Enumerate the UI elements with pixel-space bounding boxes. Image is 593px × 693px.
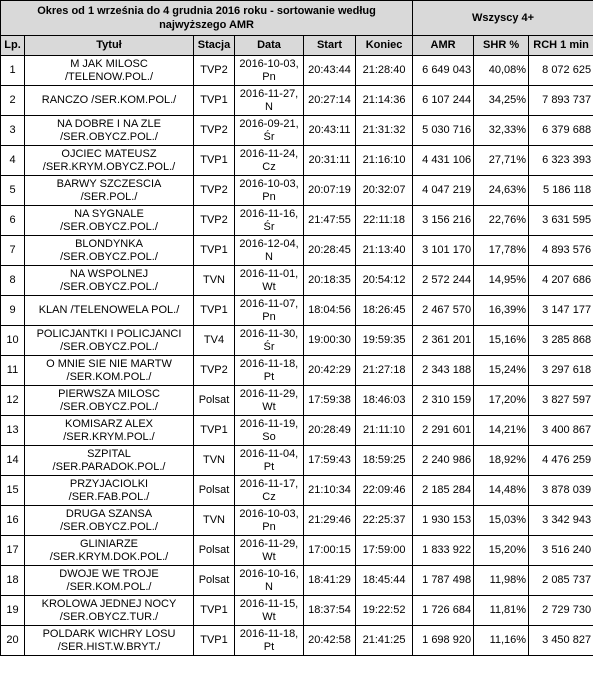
day-value: Wt [262,400,276,413]
cell-lp: 10 [1,326,25,356]
cell-date [235,236,304,266]
cell-date [235,146,304,176]
cell-station: TVP2 [194,356,235,386]
title-line: GLINIARZE [79,537,139,550]
cell-station: Polsat [194,476,235,506]
cell-start: 20:31:11 [304,146,356,176]
cell-title [25,566,194,596]
cell-title [25,266,194,296]
cell-end: 17:59:00 [356,536,413,566]
date-value: 2016-11-30, [239,327,299,340]
table-row [1,416,593,446]
cell-station: TVP2 [194,116,235,146]
date-value: 2016-11-27, [239,87,299,100]
table-row [1,386,593,416]
cell-start: 21:29:46 [304,506,356,536]
cell-title [25,146,194,176]
cell-shr: 11,81% [474,596,529,626]
cell-date [235,536,304,566]
day-value: So [262,430,276,443]
day-value: Pn [262,70,276,83]
cell-lp: 9 [1,296,25,326]
day-value: Wt [262,550,276,563]
cell-start: 20:28:49 [304,416,356,446]
cell-station: Polsat [194,536,235,566]
cell-rch: 3 631 595 [529,206,593,236]
cell-date [235,476,304,506]
date-value: 2016-11-19, [239,417,299,430]
cell-start: 20:07:19 [304,176,356,206]
title-genre: /SER.OBYCZ.POL./ [60,220,158,233]
cell-end: 19:59:35 [356,326,413,356]
cell-station: TVP2 [194,56,235,86]
day-value: Pt [263,460,275,473]
day-value: Wt [262,280,276,293]
cell-rch: 5 186 118 [529,176,593,206]
cell-date [235,446,304,476]
date-value: 2016-12-04, [239,237,299,250]
cell-lp: 7 [1,236,25,266]
title-genre: /SER.OBYCZ.POL./ [60,340,158,353]
table-row [1,266,593,296]
cell-rch: 3 342 943 [529,506,593,536]
title-line: M JAK MILOSC [70,57,148,70]
cell-station: TVP1 [194,596,235,626]
date-value: 2016-11-18, [239,357,299,370]
cell-start: 18:37:54 [304,596,356,626]
cell-date [235,206,304,236]
cell-end: 21:13:40 [356,236,413,266]
cell-amr: 2 361 201 [413,326,474,356]
cell-station: Polsat [194,386,235,416]
cell-start: 18:04:56 [304,296,356,326]
cell-lp: 8 [1,266,25,296]
title-genre: /SER.OBYCZ.POL./ [60,520,158,533]
cell-end: 21:11:10 [356,416,413,446]
day-value: Pt [263,640,275,653]
cell-amr: 5 030 716 [413,116,474,146]
cell-station: TVP1 [194,146,235,176]
cell-amr: 6 107 244 [413,86,474,116]
table-row [1,146,593,176]
cell-start: 20:18:35 [304,266,356,296]
title-line: NA DOBRE I NA ZLE [57,117,161,130]
cell-station: TVP1 [194,86,235,116]
table-row [1,476,593,506]
cell-start: 20:28:45 [304,236,356,266]
cell-end: 22:11:18 [356,206,413,236]
title-line: PRZYJACIOLKI [69,477,149,490]
cell-date [235,386,304,416]
title-line: BLONDYNKA [75,237,143,250]
cell-title [25,356,194,386]
cell-end: 18:46:03 [356,386,413,416]
table-row [1,86,593,116]
date-value: 2016-10-03, [239,507,299,520]
cell-title [25,56,194,86]
title-line: OJCIEC MATEUSZ [61,147,157,160]
date-value: 2016-11-04, [239,447,299,460]
title-genre: /SER.OBYCZ.POL./ [60,280,158,293]
date-value: 2016-11-29, [239,387,299,400]
cell-shr: 16,39% [474,296,529,326]
column-header-lp: Lp. [1,36,25,56]
title-genre: /SER.POL./ [80,190,138,203]
cell-start: 21:10:34 [304,476,356,506]
title-line: DRUGA SZANSA [65,507,153,520]
cell-amr: 4 431 106 [413,146,474,176]
cell-lp: 6 [1,206,25,236]
table-row [1,176,593,206]
cell-shr: 15,24% [474,356,529,386]
cell-date [235,116,304,146]
day-value: Śr [263,220,275,233]
date-value: 2016-11-17, [239,477,299,490]
date-value: 2016-11-18, [239,627,299,640]
day-value: Śr [263,340,275,353]
cell-title [25,506,194,536]
cell-station: TVN [194,266,235,296]
cell-date [235,326,304,356]
cell-title [25,536,194,566]
cell-title [25,386,194,416]
cell-shr: 18,92% [474,446,529,476]
cell-amr: 1 726 684 [413,596,474,626]
cell-title [25,476,194,506]
cell-station: TVN [194,446,235,476]
cell-title [25,296,194,326]
cell-rch: 7 893 737 [529,86,593,116]
cell-rch: 3 827 597 [529,386,593,416]
cell-end: 20:54:12 [356,266,413,296]
cell-title [25,86,194,116]
title-line: KLAN /TELENOWELA POL./ [38,304,180,316]
cell-title [25,236,194,266]
cell-station: TV4 [194,326,235,356]
cell-date [235,296,304,326]
day-value: N [265,250,273,263]
cell-start: 20:42:29 [304,356,356,386]
cell-title [25,116,194,146]
cell-date [235,356,304,386]
table-row [1,536,593,566]
cell-shr: 34,25% [474,86,529,116]
title-line: BARWY SZCZESCIA [56,177,162,190]
cell-rch: 3 400 867 [529,416,593,446]
date-value: 2016-09-21, [239,117,299,130]
title-line: NA SYGNALE [74,207,144,220]
cell-start: 20:27:14 [304,86,356,116]
cell-title [25,176,194,206]
cell-lp: 2 [1,86,25,116]
cell-date [235,416,304,446]
cell-rch: 3 516 240 [529,536,593,566]
cell-rch: 3 297 618 [529,356,593,386]
cell-lp: 15 [1,476,25,506]
title-line: DWOJE WE TROJE [59,567,159,580]
cell-amr: 1 787 498 [413,566,474,596]
cell-lp: 19 [1,596,25,626]
table-row [1,506,593,536]
cell-end: 20:32:07 [356,176,413,206]
cell-end: 18:26:45 [356,296,413,326]
table-row [1,296,593,326]
column-header-shr: SHR % [474,36,529,56]
cell-rch: 3 285 868 [529,326,593,356]
cell-lp: 11 [1,356,25,386]
cell-lp: 16 [1,506,25,536]
cell-rch: 3 147 177 [529,296,593,326]
cell-rch: 2 729 730 [529,596,593,626]
cell-lp: 17 [1,536,25,566]
cell-shr: 11,16% [474,626,529,656]
title-line: O MNIE SIE NIE MARTW [46,357,172,370]
cell-start: 17:59:38 [304,386,356,416]
cell-title [25,596,194,626]
cell-lp: 14 [1,446,25,476]
cell-start: 20:42:58 [304,626,356,656]
cell-station: Polsat [194,566,235,596]
title-genre: /SER.KRYM.POL./ [63,430,155,443]
day-value: Pn [262,520,276,533]
group-header: Wszyscy 4+ [413,1,593,36]
cell-amr: 3 156 216 [413,206,474,236]
title-genre: /SER.OBYCZ.POL./ [60,400,158,413]
day-value: N [265,100,273,113]
cell-station: TVN [194,506,235,536]
cell-amr: 6 649 043 [413,56,474,86]
cell-start: 17:59:43 [304,446,356,476]
table-body [1,56,593,656]
table-row [1,356,593,386]
title-line: SZPITAL [87,447,131,460]
cell-shr: 14,21% [474,416,529,446]
title-genre: /SER.KOM.POL./ [66,370,152,383]
table-row [1,206,593,236]
date-value: 2016-11-07, [239,297,299,310]
title-genre: /SER.OBYCZ.POL./ [60,130,158,143]
cell-amr: 4 047 219 [413,176,474,206]
cell-start: 21:47:55 [304,206,356,236]
cell-end: 22:25:37 [356,506,413,536]
cell-title [25,206,194,236]
title-line: POLICJANTKI I POLICJANCI [36,327,182,340]
cell-title [25,446,194,476]
cell-date [235,176,304,206]
column-header-start: Start [304,36,356,56]
cell-shr: 24,63% [474,176,529,206]
cell-start: 20:43:11 [304,116,356,146]
title-genre: /SER.OBYCZ.POL./ [60,250,158,263]
cell-shr: 11,98% [474,566,529,596]
table-row [1,56,593,86]
cell-shr: 15,16% [474,326,529,356]
cell-rch: 4 207 686 [529,266,593,296]
cell-lp: 20 [1,626,25,656]
title-line: NA WSPOLNEJ [69,267,149,280]
title-genre: /SER.HIST.W.BRYT./ [57,640,161,653]
cell-end: 19:22:52 [356,596,413,626]
day-value: Cz [262,490,276,503]
day-value: Pn [262,310,276,323]
table-row [1,236,593,266]
title-genre: /SER.FAB.POL./ [68,490,150,503]
cell-start: 17:00:15 [304,536,356,566]
cell-date [235,566,304,596]
day-value: Pt [263,370,275,383]
cell-shr: 15,03% [474,506,529,536]
cell-amr: 2 343 188 [413,356,474,386]
cell-amr: 1 930 153 [413,506,474,536]
title-genre: /SER.OBYCZ.TUR./ [59,610,159,623]
cell-rch: 4 893 576 [529,236,593,266]
cell-shr: 32,33% [474,116,529,146]
cell-end: 22:09:46 [356,476,413,506]
cell-shr: 27,71% [474,146,529,176]
cell-date [235,626,304,656]
table-row [1,596,593,626]
cell-lp: 4 [1,146,25,176]
title-line: PIERWSZA MILOSC [58,387,160,400]
title-genre: /SER.KOM.POL./ [66,580,152,593]
cell-amr: 2 467 570 [413,296,474,326]
cell-station: TVP2 [194,206,235,236]
cell-end: 21:31:32 [356,116,413,146]
cell-start: 20:43:44 [304,56,356,86]
cell-title [25,626,194,656]
date-value: 2016-11-29, [239,537,299,550]
cell-date [235,266,304,296]
cell-date [235,506,304,536]
date-value: 2016-11-24, [239,147,299,160]
cell-shr: 14,48% [474,476,529,506]
cell-lp: 12 [1,386,25,416]
cell-amr: 2 310 159 [413,386,474,416]
cell-end: 18:59:25 [356,446,413,476]
table-row [1,446,593,476]
date-value: 2016-11-16, [239,207,299,220]
date-value: 2016-10-03, [239,177,299,190]
cell-end: 21:16:10 [356,146,413,176]
table-row [1,626,593,656]
column-header-title: Tytuł [25,36,194,56]
title-line: POLDARK WICHRY LOSU [42,627,176,640]
cell-end: 21:27:18 [356,356,413,386]
cell-lp: 18 [1,566,25,596]
cell-station: TVP1 [194,296,235,326]
date-value: 2016-10-16, [239,567,299,580]
date-value: 2016-10-03, [239,57,299,70]
cell-rch: 8 072 625 [529,56,593,86]
column-header-station: Stacja [194,36,235,56]
title-genre: /SER.PARADOK.POL./ [52,460,166,473]
table-row [1,116,593,146]
cell-amr: 1 698 920 [413,626,474,656]
column-header-rch: RCH 1 min [529,36,593,56]
title-line: RANCZO /SER.KOM.POL./ [41,94,177,106]
cell-end: 21:41:25 [356,626,413,656]
cell-station: TVP1 [194,416,235,446]
column-header-date: Data [235,36,304,56]
cell-title [25,326,194,356]
cell-end: 18:45:44 [356,566,413,596]
cell-shr: 17,78% [474,236,529,266]
date-value: 2016-11-01, [239,267,299,280]
title-genre: /SER.KRYM.DOK.POL./ [49,550,169,563]
table-title: Okres od 1 września do 4 grudnia 2016 roku - sortowanie według najwyższego AMR [1,1,413,36]
table-row [1,566,593,596]
cell-start: 18:41:29 [304,566,356,596]
cell-amr: 2 572 244 [413,266,474,296]
day-value: N [265,580,273,593]
cell-rch: 3 878 039 [529,476,593,506]
cell-station: TVP1 [194,626,235,656]
cell-end: 21:14:36 [356,86,413,116]
cell-date [235,56,304,86]
day-value: Pn [262,190,276,203]
cell-rch: 6 323 393 [529,146,593,176]
cell-start: 19:00:30 [304,326,356,356]
day-value: Śr [263,130,275,143]
cell-shr: 22,76% [474,206,529,236]
cell-end: 21:28:40 [356,56,413,86]
day-value: Wt [262,610,276,623]
cell-amr: 2 240 986 [413,446,474,476]
cell-lp: 13 [1,416,25,446]
date-value: 2016-11-15, [239,597,299,610]
cell-title [25,416,194,446]
cell-shr: 17,20% [474,386,529,416]
cell-rch: 3 450 827 [529,626,593,656]
cell-shr: 40,08% [474,56,529,86]
cell-station: TVP1 [194,236,235,266]
column-header-end: Koniec [356,36,413,56]
title-genre: /SER.KRYM.OBYCZ.POL./ [42,160,176,173]
cell-shr: 14,95% [474,266,529,296]
title-genre: /TELENOW.POL./ [64,70,154,83]
cell-lp: 3 [1,116,25,146]
cell-shr: 15,20% [474,536,529,566]
cell-amr: 1 833 922 [413,536,474,566]
cell-rch: 2 085 737 [529,566,593,596]
cell-date [235,596,304,626]
day-value: Cz [262,160,276,173]
cell-lp: 1 [1,56,25,86]
column-header-amr: AMR [413,36,474,56]
cell-amr: 2 291 601 [413,416,474,446]
cell-lp: 5 [1,176,25,206]
cell-station: TVP2 [194,176,235,206]
cell-amr: 2 185 284 [413,476,474,506]
title-line: KOMISARZ ALEX [64,417,154,430]
table-row [1,326,593,356]
cell-date [235,86,304,116]
cell-rch: 6 379 688 [529,116,593,146]
title-line: KROLOWA JEDNEJ NOCY [41,597,177,610]
cell-amr: 3 101 170 [413,236,474,266]
cell-rch: 4 476 259 [529,446,593,476]
